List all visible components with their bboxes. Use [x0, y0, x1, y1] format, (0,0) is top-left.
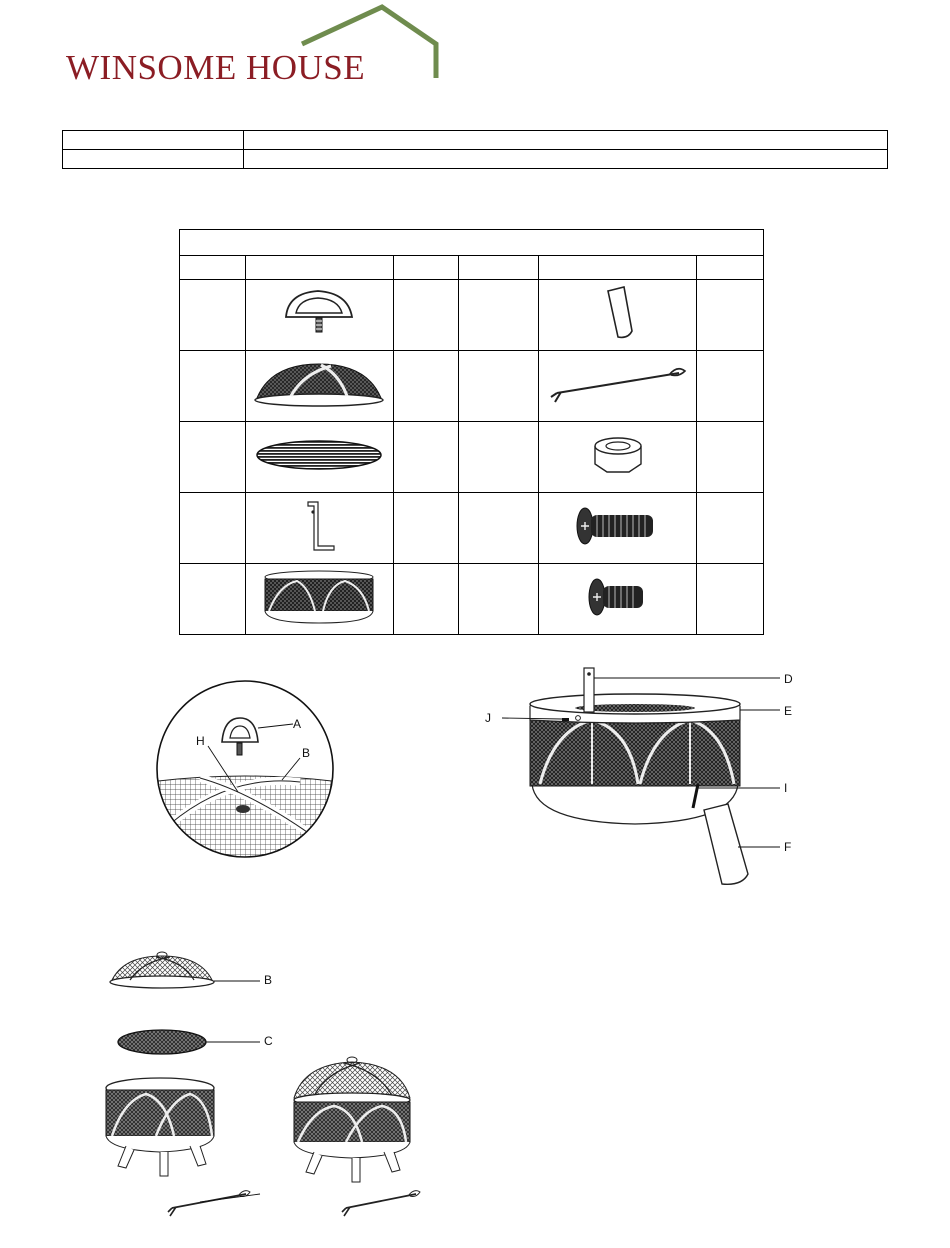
- parts-table-title-row: [180, 230, 764, 256]
- table-row: [180, 564, 764, 635]
- callout-label-b: B: [302, 746, 311, 760]
- part-cell: [180, 351, 246, 422]
- table-row: [180, 493, 764, 564]
- part-cell: [697, 493, 764, 564]
- logo-text: WINSOME HOUSE: [66, 48, 366, 87]
- info-cell: [63, 150, 244, 169]
- part-cell: [697, 351, 764, 422]
- part-cell: [180, 493, 246, 564]
- part-image-cell: [539, 564, 697, 635]
- header-cell: [697, 256, 764, 280]
- part-cell: [458, 564, 539, 635]
- part-cell: [180, 280, 246, 351]
- part-cell: [393, 422, 458, 493]
- info-row: [63, 150, 888, 169]
- poker-icon: [543, 359, 693, 409]
- callout-label-h: H: [196, 734, 205, 748]
- callout-label-i: I: [784, 781, 788, 795]
- final-assembly-diagram: [100, 950, 440, 1220]
- callout-label-b: B: [264, 973, 273, 987]
- part-cell: [458, 351, 539, 422]
- parts-table-header-row: [180, 256, 764, 280]
- part-cell: [697, 564, 764, 635]
- info-cell: [63, 131, 244, 150]
- header-cell: [180, 256, 246, 280]
- part-image-cell: [539, 351, 697, 422]
- info-row: [63, 131, 888, 150]
- callout-label-e: E: [784, 704, 793, 718]
- info-cell: [244, 150, 888, 169]
- handle-attach-diagram: [150, 674, 340, 864]
- callout-label-a: A: [293, 717, 302, 731]
- part-image-cell: [245, 493, 393, 564]
- info-table: [62, 130, 888, 169]
- part-cell: [458, 493, 539, 564]
- header-cell: [458, 256, 539, 280]
- short-bolt-icon: [573, 572, 663, 622]
- part-cell: [697, 422, 764, 493]
- part-image-cell: [245, 564, 393, 635]
- info-cell: [244, 131, 888, 150]
- part-cell: [458, 422, 539, 493]
- table-row: [180, 280, 764, 351]
- callout-label-j: J: [485, 711, 491, 725]
- part-cell: [180, 422, 246, 493]
- handle-detail-illustration: [150, 674, 340, 864]
- header-cell: [539, 256, 697, 280]
- part-cell: [697, 280, 764, 351]
- header-cell: [393, 256, 458, 280]
- final-assembly-illustration: [100, 950, 440, 1220]
- brand-logo: [62, 4, 452, 86]
- part-image-cell: [245, 351, 393, 422]
- part-image-cell: [245, 422, 393, 493]
- part-image-cell: [539, 422, 697, 493]
- table-row: [180, 351, 764, 422]
- bowl-icon: [259, 567, 379, 627]
- long-bolt-icon: [563, 501, 673, 551]
- parts-table: [179, 229, 764, 635]
- callout-label-d: D: [784, 672, 793, 686]
- part-cell: [393, 351, 458, 422]
- parts-table-title: [180, 230, 764, 256]
- spark-screen-icon: [251, 356, 387, 412]
- table-row: [180, 422, 764, 493]
- bowl-leg-illustration: [480, 664, 810, 894]
- part-image-cell: [539, 493, 697, 564]
- handle-icon: [274, 283, 364, 343]
- grate-icon: [254, 435, 384, 475]
- part-image-cell: [245, 280, 393, 351]
- leg-attach-diagram: [480, 664, 810, 894]
- part-image-cell: [539, 280, 697, 351]
- part-cell: [393, 280, 458, 351]
- part-cell: [393, 493, 458, 564]
- part-cell: [393, 564, 458, 635]
- leg-icon: [588, 283, 648, 343]
- header-cell: [245, 256, 393, 280]
- callout-label-f: F: [784, 840, 792, 854]
- nut-icon: [583, 430, 653, 480]
- callout-label-c: C: [264, 1034, 273, 1048]
- bracket-icon: [294, 496, 344, 556]
- part-cell: [458, 280, 539, 351]
- part-cell: [180, 564, 246, 635]
